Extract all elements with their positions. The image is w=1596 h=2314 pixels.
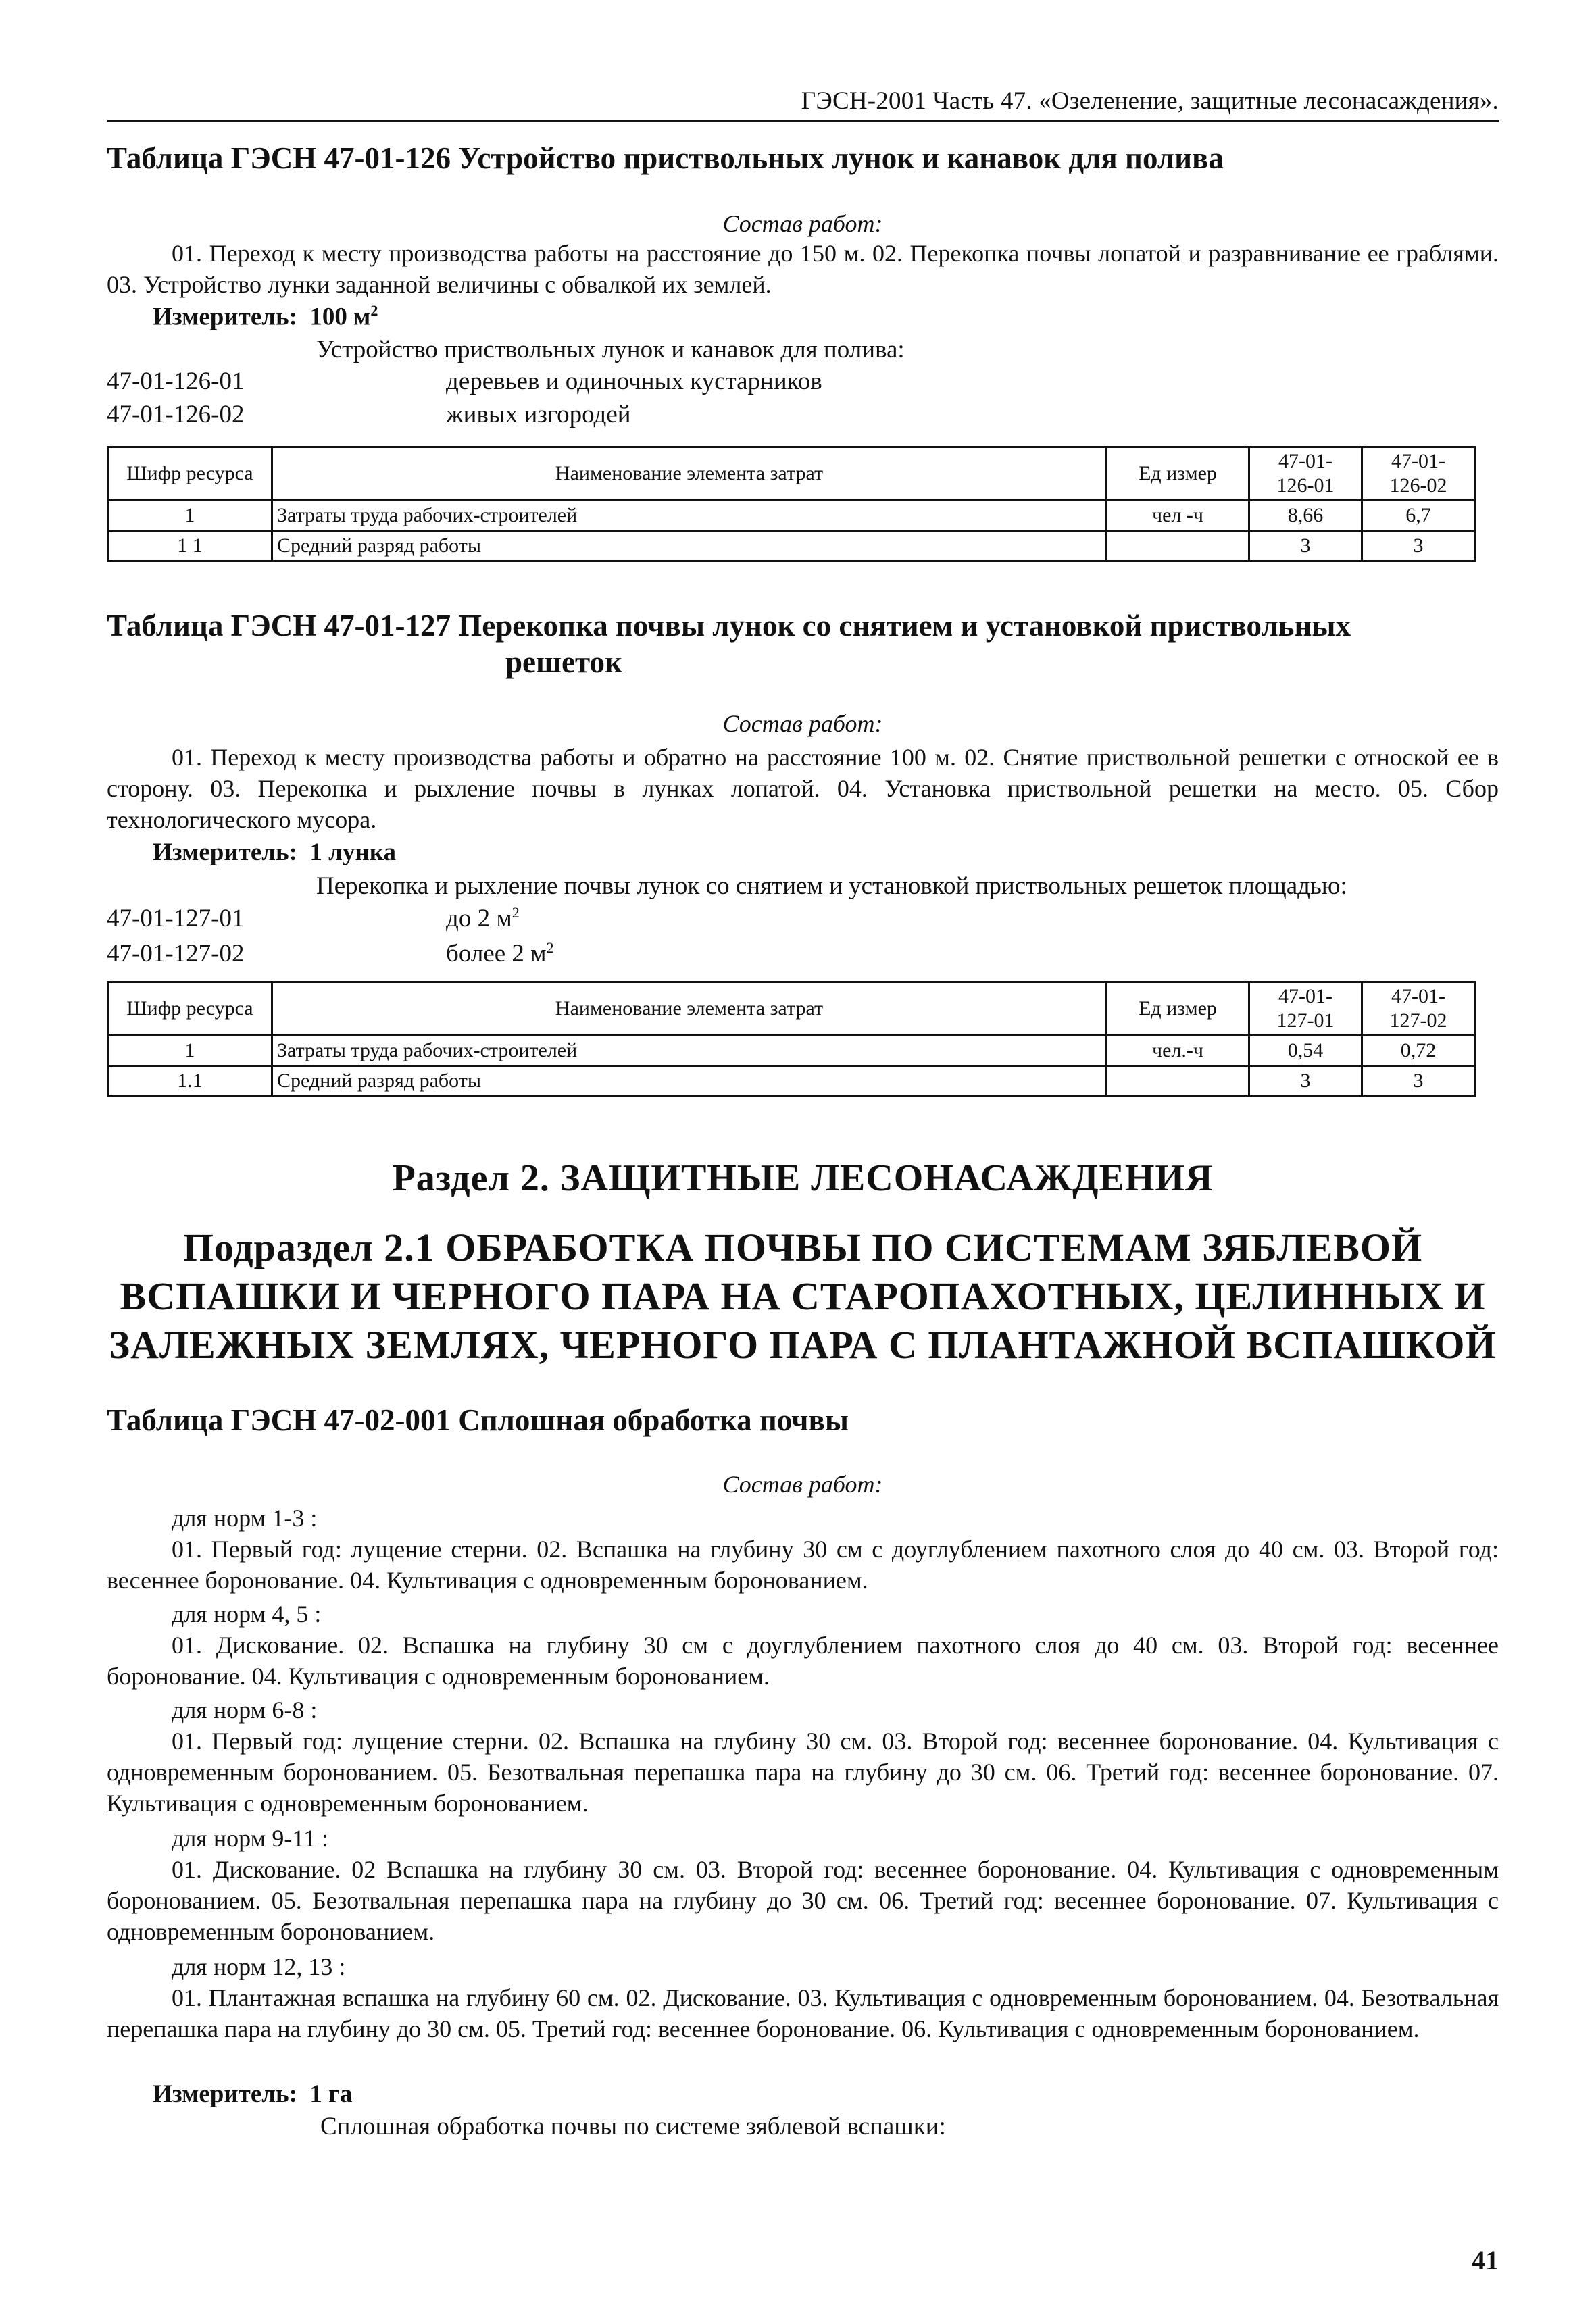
- norm-label: живых изгородей: [446, 401, 631, 428]
- header-col2-a: 47-01-: [1391, 985, 1445, 1007]
- norm-label: до 2 м: [446, 905, 512, 933]
- norm-label: более 2 м: [446, 940, 547, 968]
- norm-group-text: [107, 1630, 1499, 1692]
- cell-value-2: 6,7: [1362, 501, 1475, 531]
- norm-group-text: [107, 1726, 1499, 1819]
- measure-sup: 2: [370, 302, 378, 319]
- cell-value-1: 3: [1249, 531, 1362, 561]
- norm-group-paragraph: 01. Первый год: лущение стерни. 02. Вспашка на глубину 30 см. 03. Второй год: весеннее боронование. 04. Культивация с одновременным боронованием. 05. Безотвальная перепашка пара на глубину до 30 см. 06. Третий год: весеннее боронование. 07. Культивация с одновременным боронованием.: [107, 1728, 1499, 1817]
- norm-group-paragraph: 01. Первый год: лущение стерни. 02. Вспашка на глубину 30 см с доуглублением пахотного слоя до 40 см. 03. Второй год: весеннее боронование. 04. Культивация с одновременным боронованием.: [107, 1536, 1499, 1594]
- cell-value-2: 0,72: [1362, 1036, 1475, 1066]
- table-126-sostav-label: Состав работ:: [722, 210, 883, 237]
- table-header-row: [108, 982, 1475, 1036]
- header-col1-b: 127-01: [1276, 1009, 1335, 1032]
- section-title: Раздел 2. ЗАЩИТНЫЕ ЛЕСОНАСАЖДЕНИЯ: [392, 1157, 1214, 1199]
- norm-group-head: для норм 6-8 :: [172, 1696, 318, 1724]
- table-row: [108, 1036, 1475, 1066]
- table-201-title: Таблица ГЭСН 47-02-001 Сплошная обработка почвы: [107, 1403, 849, 1437]
- cell-value-1: 3: [1249, 1066, 1362, 1097]
- header-col1-a: 47-01-: [1278, 450, 1332, 472]
- table-127-work-text: [107, 742, 1499, 835]
- header-unit: Ед измер: [1107, 982, 1249, 1036]
- norm-row: [107, 400, 631, 429]
- header-unit: Ед измер: [1107, 447, 1249, 501]
- header-code: Шифр ресурса: [108, 982, 272, 1036]
- table-126-work-paragraph: 01. Переход к месту производства работы на расстояние до 150 м. 02. Перекопка почвы лопатой и разравнивание ее граблями. 03. Устройство лунки заданной величины с обвалкой их землей.: [107, 240, 1499, 298]
- table-127-caption: Перекопка и рыхление почвы лунок со снятием и установкой приствольных решеток площадью:: [316, 872, 1347, 900]
- measure-value: 1 га: [309, 2080, 353, 2108]
- cell-unit: [1107, 1066, 1249, 1097]
- cell-value-2: 3: [1362, 531, 1475, 561]
- header-rule: [107, 120, 1499, 122]
- norm-row: [107, 904, 520, 933]
- header-code: Шифр ресурса: [108, 447, 272, 501]
- cell-name: Средний разряд работы: [272, 531, 1107, 561]
- table-row: [108, 1066, 1475, 1097]
- measure-label: Измеритель:: [153, 303, 297, 331]
- table-126-title: Таблица ГЭСН 47-01-126 Устройство приствольных лунок и канавок для полива: [107, 141, 1224, 175]
- header-col2: [1362, 982, 1475, 1036]
- header-col2: [1362, 447, 1475, 501]
- norm-row: [107, 367, 822, 396]
- cell-code: 1: [108, 501, 272, 531]
- header-col1-a: 47-01-: [1278, 985, 1332, 1007]
- norm-group-head: для норм 12, 13 :: [172, 1953, 346, 1980]
- measure-label: Измеритель:: [153, 838, 297, 866]
- measure-value: 1 лунка: [309, 838, 396, 866]
- table-201-caption: Сплошная обработка почвы по системе зяблевой вспашки:: [320, 2113, 946, 2140]
- cell-code: 1: [108, 1036, 272, 1066]
- header-col1-b: 126-01: [1276, 474, 1335, 497]
- table-127-measure: [153, 838, 396, 867]
- norm-code: 47-01-126-01: [107, 368, 245, 395]
- norm-row: [107, 939, 554, 968]
- cell-name: Средний разряд работы: [272, 1066, 1107, 1097]
- table-row: [108, 531, 1475, 561]
- subsection-title-line3: ЗАЛЕЖНЫХ ЗЕМЛЯХ, ЧЕРНОГО ПАРА С ПЛАНТАЖНОЙ ВСПАШКОЙ: [109, 1323, 1497, 1367]
- cell-value-1: 0,54: [1249, 1036, 1362, 1066]
- table-201-measure: [153, 2080, 352, 2109]
- cell-name: Затраты труда рабочих-строителей: [272, 501, 1107, 531]
- norm-group-text: [107, 1534, 1499, 1596]
- cell-name: Затраты труда рабочих-строителей: [272, 1036, 1107, 1066]
- table-126-caption: Устройство приствольных лунок и канавок для полива:: [316, 336, 905, 363]
- table-126-work-text: [107, 238, 1499, 300]
- table-127-sostav-label: Состав работ:: [722, 710, 883, 737]
- table-127-work-paragraph: 01. Переход к месту производства работы и обратно на расстояние 100 м. 02. Снятие приствольной решетки с отноской ее в сторону. 03. Перекопка и рыхление почвы в лунках лопатой. 04. Установка приствольной решетки на место. 05. Сбор технологического мусора.: [107, 744, 1499, 833]
- table-header-row: [108, 447, 1475, 501]
- subsection-title-line2: ВСПАШКИ И ЧЕРНОГО ПАРА НА СТАРОПАХОТНЫХ, ЦЕЛИННЫХ И: [120, 1274, 1486, 1318]
- norm-code: 47-01-127-01: [107, 905, 245, 933]
- page-number: 41: [1472, 2245, 1499, 2275]
- table-201-sostav-label: Состав работ:: [722, 1471, 883, 1498]
- table-126-measure: [153, 302, 378, 331]
- norm-group-paragraph: 01. Дискование. 02 Вспашка на глубину 30 см. 03. Второй год: весеннее боронование. 04. Культивация с одновременным боронованием. 05. Безотвальная перепашка пара на глубину до 30 см. 06. Третий год: весеннее боронование. 07. Культивация с одновременным боронованием.: [107, 1856, 1499, 1945]
- table-127-title-line2: решеток: [505, 645, 622, 679]
- norm-sup: 2: [512, 904, 520, 921]
- header-name: Наименование элемента затрат: [272, 447, 1107, 501]
- cell-code: 1 1: [108, 531, 272, 561]
- norm-group-head: для норм 1-3 :: [172, 1505, 318, 1532]
- table-126-resources: [107, 446, 1476, 562]
- norm-code: 47-01-126-02: [107, 401, 245, 428]
- norm-code: 47-01-127-02: [107, 940, 245, 968]
- cell-unit: [1107, 531, 1249, 561]
- header-col2-b: 126-02: [1389, 474, 1447, 497]
- norm-group-text: [107, 1854, 1499, 1947]
- norm-label: деревьев и одиночных кустарников: [446, 368, 822, 395]
- norm-group-paragraph: 01. Плантажная вспашка на глубину 60 см. 02. Дискование. 03. Культивация с одновременным боронованием. 04. Безотвальная перепашка пара на глубину до 30 см. 05. Третий год: весеннее боронование. 06. Культивация с одновременным боронованием.: [107, 1984, 1499, 2042]
- running-head: ГЭСН-2001 Часть 47. «Озеленение, защитные лесонасаждения».: [801, 87, 1499, 115]
- table-row: [108, 501, 1475, 531]
- norm-sup: 2: [546, 939, 554, 956]
- table-127-resources: [107, 981, 1476, 1097]
- header-name: Наименование элемента затрат: [272, 982, 1107, 1036]
- cell-value-2: 3: [1362, 1066, 1475, 1097]
- norm-group-head: для норм 9-11 :: [172, 1825, 328, 1852]
- cell-unit: чел -ч: [1107, 501, 1249, 531]
- header-col1: [1249, 447, 1362, 501]
- subsection-title-line1: Подраздел 2.1 ОБРАБОТКА ПОЧВЫ ПО СИСТЕМАМ ЗЯБЛЕВОЙ: [182, 1226, 1423, 1269]
- norm-group-paragraph: 01. Дискование. 02. Вспашка на глубину 30 см с доуглублением пахотного слоя до 40 см. 03. Второй год: весеннее боронование. 04. Культивация с одновременным боронованием.: [107, 1632, 1499, 1690]
- measure-value: 100 м: [309, 303, 371, 331]
- header-col2-a: 47-01-: [1391, 450, 1445, 472]
- table-127-title-line1: Таблица ГЭСН 47-01-127 Перекопка почвы лунок со снятием и установкой приствольных: [107, 609, 1351, 643]
- header-col2-b: 127-02: [1389, 1009, 1447, 1032]
- cell-value-1: 8,66: [1249, 501, 1362, 531]
- norm-group-head: для норм 4, 5 :: [172, 1601, 322, 1628]
- header-col1: [1249, 982, 1362, 1036]
- measure-label: Измеритель:: [153, 2080, 297, 2108]
- cell-code: 1.1: [108, 1066, 272, 1097]
- norm-group-text: [107, 1982, 1499, 2044]
- cell-unit: чел.-ч: [1107, 1036, 1249, 1066]
